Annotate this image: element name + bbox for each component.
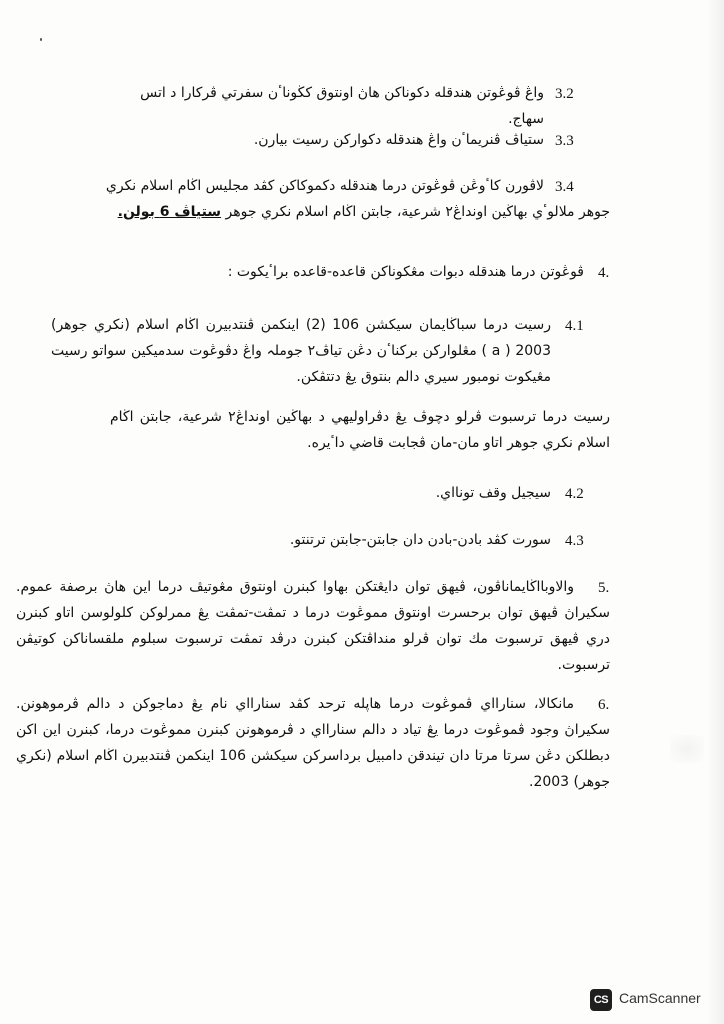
subitem-text: سورت كڤد بادن-بادن دان جابتن-جابتن ترتنتو. [289,532,551,548]
item-number: 3.3 [555,133,574,149]
item-number: 6. [598,697,610,713]
item-text [104,199,610,225]
scan-stain [670,735,704,763]
camscanner-label: CamScanner [619,990,701,1006]
item-line: جوهر ملالوٴي بهاڬين اونداڠ٢ شرعية، جابتن اڬام اسلام نكري جوهر [225,204,610,220]
item-text: والاوبااڬايماناڤون، ڤيهق توان دايڠتكن بهاوا كبنرن اونتوق مڠوتيڤ درما اين هاڽ برصفة عموم. سكيراڽ ڤيهق توان برحسرت اونتوق مموڠوت درما د تمڤت-تمڤت يڠ ممرلوكن كلولوسن اتاو كبنرن دري ڤيهق ترسبوت مك توان ڤرلو منداڤتكن كبنرن درڤد تمڤت ترسبوت سبلوم ملقساناكن كوتيڤن ترسبوت. [16,579,610,673]
subitem-number: 4.3 [565,533,584,549]
subitem-number: 4.1 [565,318,584,334]
item-number: 3.4 [555,179,574,195]
page-edge-shadow [706,0,724,1024]
item-line: لاڤورن كاٴوڠن ڤوڠوتن درما هندقله دكموكاكن كڤد مجليس اڬام اسلام نكري [105,178,544,194]
item-number: 5. [598,580,610,596]
section-heading: ڤوڠوتن درما هندقله دبوات مڠكوناكن قاعده-قاعده براٴيكوت : [227,264,584,280]
subitem-text: رسيت درما ترسبوت ڤرلو دچوڤ يڠ دڤراوليهي د بهاڬين اونداڠ٢ شرعية، جابتن اڬام اسلام نكري جوهر اتاو مان-مان ڤجابت قاضي داٴيره. [110,409,610,451]
item-text: واڠ ڤوڠوتن هندقله دكوناكن هاڽ اونتوق كڬوناٴن سفرتي ڤركارا د اتس سهاج. [140,85,544,127]
subitem-text: سيجيل وقف تونااي. [435,485,551,501]
item-text: ستياڤ ڤنريماٴن واڠ هندقله دكواركن رسيت بيارن. [253,132,544,148]
scan-speck [40,38,42,41]
item-text: مانكالا، سنارااي ڤموڠوت درما هاپله ترحد كڤد سنارااي نام يڠ دماجوكن د دالم ڤرموهونن. سكيراڽ وجود ڤموڠوت درما يڠ تياد د دالم سنارااي د ڤرموهونن كبنرن مموڠوت درما، كبنرن اين اكن دبطلكن دڠن سرتا مرتا دان تيندقن دامبيل برداسركن سيكشن 106 اينكمن ڤنتدبيرن اڬام اسلام (نكري جوهر) 2003. [16,696,611,790]
emphasis-text: ستياڤ 6 بولن. [117,204,222,220]
item-number: 3.2 [555,86,574,102]
item-text [104,173,544,199]
subitem-text: رسيت درما سباڬايمان سيكشن 106 (2) اينكمن ڤنتدبيرن اڬام اسلام (نكري جوهر) 2003 ( a ) مڠلواركن بركناٴن دڠن تياڤ٢ جوملہ واڠ دڤوڠوت سدميكين سواتو رسيت مڠيكوت نومبور سيري دالم بنتوق يڠ دتتڤكن. [51,317,551,385]
subitem-number: 4.2 [565,486,584,502]
section-number: 4. [598,265,610,281]
camscanner-logo-icon: CS [590,989,612,1011]
